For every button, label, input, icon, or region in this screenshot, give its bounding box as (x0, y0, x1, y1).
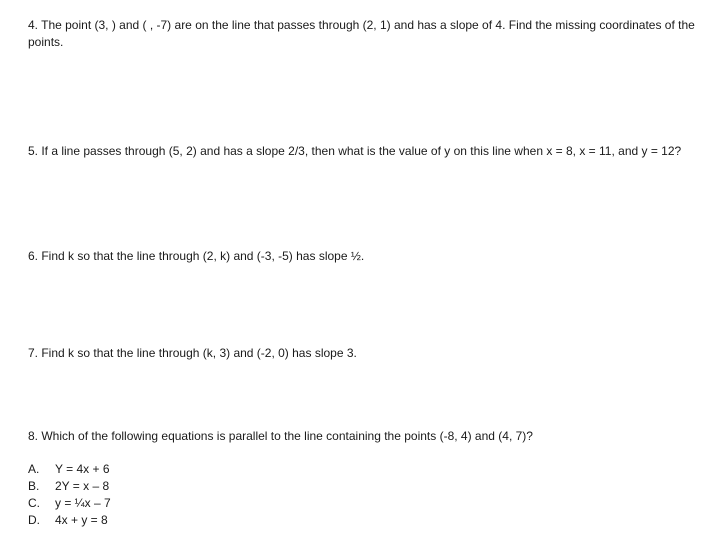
choice-d (28, 512, 111, 529)
question-4: 4. The point (3, ) and ( , -7) are on the line that passes through (2, 1) and has a slope of 4. Find the missing coordinates of the points. (28, 18, 695, 49)
question-8: 8. Which of the following equations is parallel to the line containing the points (-8, 4) and (4, 7)? (28, 429, 533, 443)
choice-text: 4x + y = 8 (55, 513, 108, 527)
question-6: 6. Find k so that the line through (2, k) and (-3, -5) has slope ½. (28, 249, 365, 263)
choice-letter: C. (28, 496, 40, 510)
choice-letter: B. (28, 479, 40, 493)
choice-letter: A. (28, 462, 40, 476)
choice-text: y = ¼x – 7 (55, 496, 111, 510)
choice-c (28, 495, 111, 512)
question-7: 7. Find k so that the line through (k, 3) and (-2, 0) has slope 3. (28, 346, 357, 360)
choice-letter: D. (28, 513, 40, 527)
choice-a (28, 461, 111, 478)
choice-text: 2Y = x – 8 (55, 479, 110, 493)
question-5: 5. If a line passes through (5, 2) and has a slope 2/3, then what is the value of y on this line when x = 8, x = 11, and y = 12? (28, 144, 682, 158)
choice-text: Y = 4x + 6 (55, 462, 110, 476)
answer-choices (28, 461, 111, 529)
choice-b (28, 478, 111, 495)
